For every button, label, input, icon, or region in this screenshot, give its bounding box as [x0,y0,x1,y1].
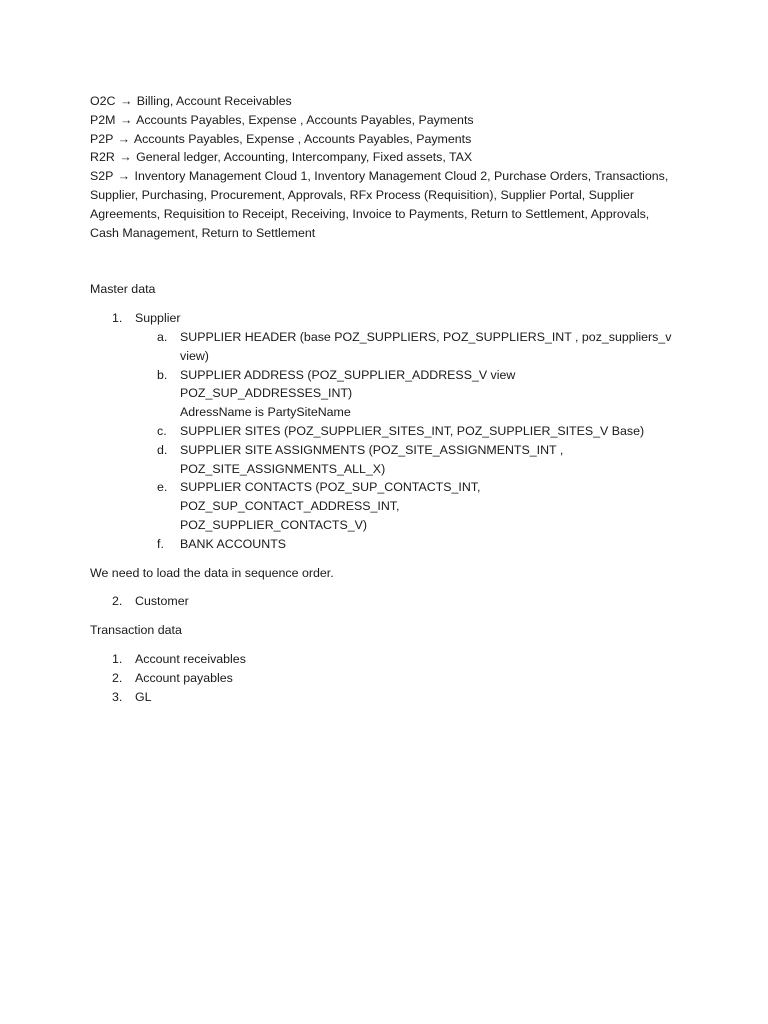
sub-item-line: SUPPLIER SITES (POZ_SUPPLIER_SITES_INT, POZ_SUPPLIER_SITES_V Base) [180,423,645,438]
sub-list-letter: f. [157,536,164,551]
list-item [90,650,690,669]
flow-line-s2p [90,167,690,186]
flow-line-p2m [90,111,690,130]
sub-list-item [90,535,690,554]
sub-list-item [90,366,690,422]
sub-list-item [90,328,690,366]
transaction-data-heading: Transaction data [90,623,182,638]
sub-item-line: SUPPLIER ADDRESS (POZ_SUPPLIER_ADDRESS_V view POZ_SUP_ADDRESSES_INT) [180,367,516,401]
list-item [90,688,690,707]
s2p-continuation-line: Supplier, Purchasing, Procurement, Approvals, RFx Process (Requisition), Supplier Portal, Supplier [90,187,635,202]
document-body [90,92,690,706]
flow-code: S2P [90,169,114,184]
sub-list-item [90,441,690,479]
flow-code: P2P [90,131,114,146]
list-number: 2. [112,670,123,685]
flow-text: General ledger, Accounting, Intercompany, Fixed assets, TAX [136,150,473,165]
sub-list-letter: c. [157,423,167,438]
sequence-note: We need to load the data in sequence order. [90,565,334,580]
sub-item-line: SUPPLIER HEADER (base POZ_SUPPLIERS, POZ_SUPPLIERS_INT , poz_suppliers_v view) [180,329,672,363]
flow-code: O2C [90,94,116,108]
sub-item-line: BANK ACCOUNTS [180,536,287,551]
flow-line-o2c [90,92,690,111]
flow-line-r2r [90,148,690,167]
sub-list-letter: b. [157,367,168,382]
list-item-label: GL [135,689,152,704]
list-number: 2. [112,594,123,609]
list-item [90,669,690,688]
s2p-continuation-line: Cash Management, Return to Settlement [90,225,316,240]
sub-item-line: POZ_SUPPLIER_CONTACTS_V) [180,517,368,532]
supplier-sub-list [90,328,690,554]
list-item-label: Customer [135,594,189,609]
sub-list-item [90,422,690,441]
sub-list-letter: a. [157,329,168,344]
list-item-label: Account receivables [135,651,246,666]
right-arrow-icon: → [119,94,133,108]
sub-item-line: AdressName is PartySiteName [180,405,351,420]
master-data-heading: Master data [90,282,156,297]
sub-item-line: SUPPLIER CONTACTS (POZ_SUP_CONTACTS_INT, POZ_SUP_CONTACT_ADDRESS_INT, [180,480,481,514]
right-arrow-icon: → [117,131,131,146]
sub-list-letter: e. [157,480,168,495]
list-item-label: Account payables [135,670,233,685]
right-arrow-icon: → [119,150,132,165]
flow-text: Accounts Payables, Expense , Accounts Payables, Payments [133,131,472,146]
s2p-continuation-line: Agreements, Requisition to Receipt, Receiving, Invoice to Payments, Return to Settlement, Approvals, [90,206,650,221]
sub-list-letter: d. [157,442,168,457]
flow-line-p2p [90,130,690,149]
flow-code: P2M [90,112,116,127]
flow-text: Billing, Account Receivables [136,94,292,108]
list-number: 1. [112,651,123,666]
sub-list-item [90,478,690,534]
flow-code: R2R [90,150,115,165]
right-arrow-icon: → [119,112,133,127]
sub-item-line: SUPPLIER SITE ASSIGNMENTS (POZ_SITE_ASSIGNMENTS_INT , [180,442,564,457]
flow-text: Inventory Management Cloud 1, Inventory Management Cloud 2, Purchase Orders, Transactions, [134,169,669,184]
sub-item-line: POZ_SITE_ASSIGNMENTS_ALL_X) [180,461,386,476]
list-number: 1. [112,311,123,326]
list-number: 3. [112,689,123,704]
list-item-label: Supplier [135,311,181,326]
list-item-customer [90,592,690,611]
list-item-supplier [90,309,690,328]
right-arrow-icon: → [117,169,131,184]
flow-text: Accounts Payables, Expense , Accounts Payables, Payments [136,112,474,127]
